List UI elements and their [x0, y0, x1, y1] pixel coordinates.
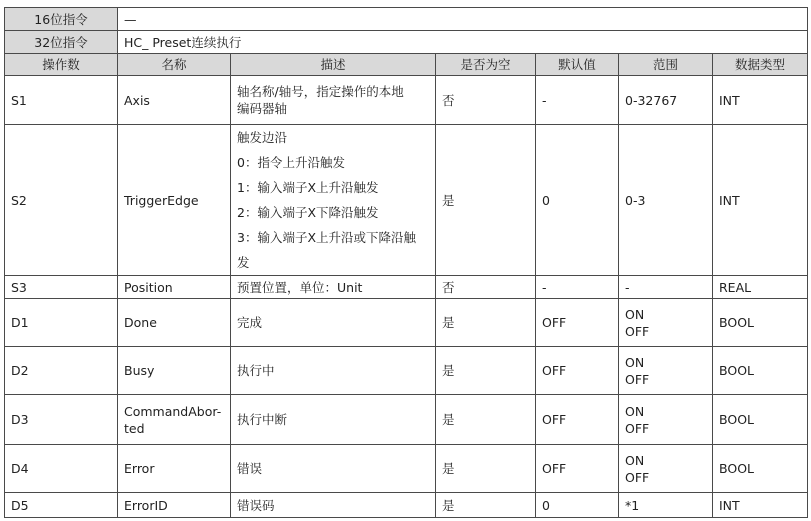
info-row-32bit [5, 31, 808, 54]
operand-cell: D1 [5, 299, 118, 347]
name-cell [118, 395, 231, 445]
range-cell [619, 493, 713, 518]
type-cell: BOOL [713, 445, 808, 493]
range-cell [619, 276, 713, 299]
nullable-cell: 否 [436, 76, 536, 125]
info-value: HC_ Preset连续执行 [118, 31, 808, 54]
nullable-cell: 是 [436, 493, 536, 518]
description-cell-line: 发 [237, 255, 250, 270]
range-cell-line: OFF [625, 323, 650, 339]
range-cell-line: *1 [625, 497, 640, 513]
default-cell: OFF [536, 299, 619, 347]
default-cell: OFF [536, 347, 619, 395]
operand-cell: D2 [5, 347, 118, 395]
default-cell: OFF [536, 395, 619, 445]
operand-cell: D5 [5, 493, 118, 518]
description-cell-line: 预置位置，单位：Unit [237, 279, 363, 295]
description-cell-line: 执行中断 [237, 412, 288, 427]
range-cell [619, 125, 713, 276]
operand-cell: S1 [5, 76, 118, 125]
description-cell-line: 完成 [237, 315, 263, 330]
description-cell [231, 395, 436, 445]
range-cell-line: ON [625, 354, 645, 370]
table-row [5, 493, 808, 518]
default-cell: OFF [536, 445, 619, 493]
column-header: 数据类型 [713, 54, 808, 76]
nullable-cell: 否 [436, 276, 536, 299]
description-cell-line: 轴名称/轴号，指定操作的本地 [237, 84, 404, 99]
range-cell [619, 76, 713, 125]
table-row [5, 125, 808, 276]
info-row-16bit [5, 8, 808, 31]
name-cell: Axis [118, 76, 231, 125]
default-cell: 0 [536, 493, 619, 518]
description-cell [231, 276, 436, 299]
table-row [5, 76, 808, 125]
column-header: 描述 [231, 54, 436, 76]
description-cell-line: 错误 [237, 461, 263, 476]
parameter-table [4, 7, 808, 518]
type-cell: BOOL [713, 299, 808, 347]
description-cell [231, 76, 436, 125]
table-row [5, 347, 808, 395]
type-cell: BOOL [713, 395, 808, 445]
name-cell: TriggerEdge [118, 125, 231, 276]
name-cell: Position [118, 276, 231, 299]
table-row [5, 445, 808, 493]
range-cell-line: 0-32767 [625, 92, 678, 108]
range-cell [619, 347, 713, 395]
name-cell: Busy [118, 347, 231, 395]
description-cell [231, 493, 436, 518]
description-cell-line: 触发边沿 [237, 130, 288, 145]
info-label: 32位指令 [5, 31, 118, 54]
operand-cell: S3 [5, 276, 118, 299]
type-cell: BOOL [713, 347, 808, 395]
description-cell-line: 1：输入端子X上升沿触发 [237, 180, 379, 195]
table-row [5, 299, 808, 347]
name-cell-line: CommandAbor- [124, 403, 222, 419]
name-cell-line: ted [124, 420, 145, 436]
nullable-cell: 是 [436, 299, 536, 347]
type-cell: INT [713, 493, 808, 518]
range-cell-line: ON [625, 306, 645, 322]
column-header: 是否为空 [436, 54, 536, 76]
range-cell-line: ON [625, 452, 645, 468]
default-cell: 0 [536, 125, 619, 276]
parameter-table-container [4, 7, 807, 518]
table-row [5, 395, 808, 445]
description-cell-line: 执行中 [237, 363, 275, 378]
table-body [5, 76, 808, 518]
nullable-cell: 是 [436, 395, 536, 445]
range-cell-line: OFF [625, 469, 650, 485]
type-cell: INT [713, 125, 808, 276]
description-cell-line: 编码器轴 [237, 101, 288, 116]
header-row [5, 54, 808, 76]
column-header: 操作数 [5, 54, 118, 76]
range-cell-line: - [625, 279, 630, 295]
type-cell: INT [713, 76, 808, 125]
description-cell-line: 错误码 [237, 497, 275, 513]
nullable-cell: 是 [436, 445, 536, 493]
name-cell: Done [118, 299, 231, 347]
column-header: 名称 [118, 54, 231, 76]
column-header: 范围 [619, 54, 713, 76]
range-cell-line: ON [625, 403, 645, 419]
nullable-cell: 是 [436, 125, 536, 276]
default-cell: - [536, 76, 619, 125]
table-row [5, 276, 808, 299]
info-value: — [118, 8, 808, 31]
name-cell: ErrorID [118, 493, 231, 518]
range-cell [619, 395, 713, 445]
description-cell [231, 125, 436, 276]
type-cell: REAL [713, 276, 808, 299]
nullable-cell: 是 [436, 347, 536, 395]
operand-cell: D4 [5, 445, 118, 493]
range-cell-line: OFF [625, 420, 650, 436]
description-cell-line: 2：输入端子X下降沿触发 [237, 205, 379, 220]
name-cell: Error [118, 445, 231, 493]
operand-cell: D3 [5, 395, 118, 445]
range-cell-line: 0-3 [625, 192, 646, 208]
description-cell-line: 0：指令上升沿触发 [237, 155, 345, 170]
column-header: 默认值 [536, 54, 619, 76]
range-cell-line: OFF [625, 371, 650, 387]
default-cell: - [536, 276, 619, 299]
range-cell [619, 445, 713, 493]
description-cell [231, 445, 436, 493]
description-cell [231, 347, 436, 395]
info-label: 16位指令 [5, 8, 118, 31]
operand-cell: S2 [5, 125, 118, 276]
description-cell [231, 299, 436, 347]
description-cell-line: 3：输入端子X上升沿或下降沿触 [237, 230, 417, 245]
range-cell [619, 299, 713, 347]
